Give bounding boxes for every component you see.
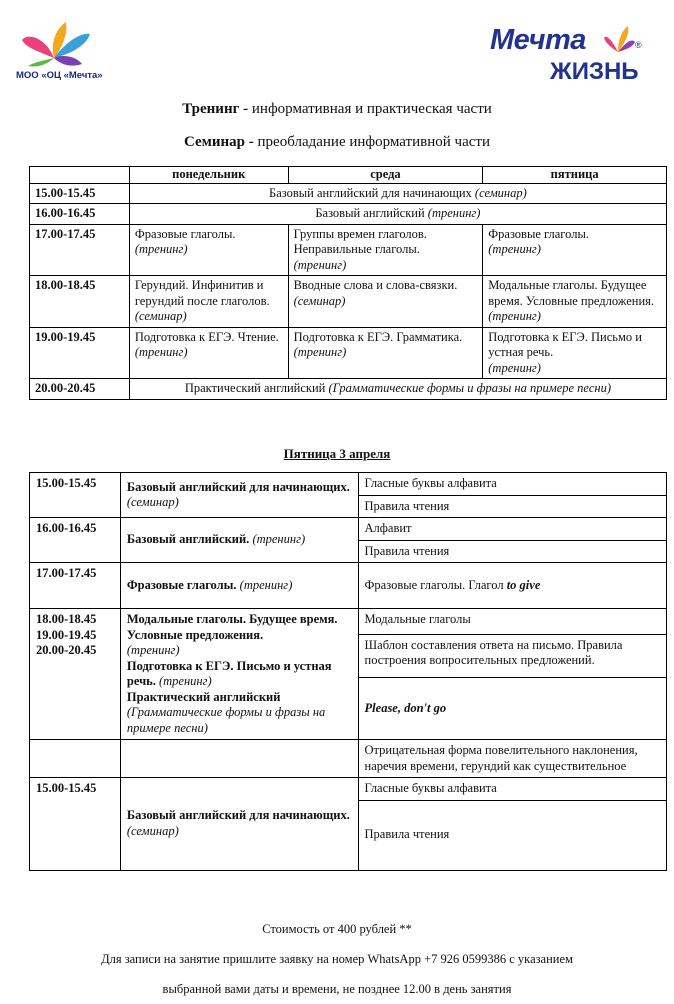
topic-verb: to give xyxy=(506,577,541,592)
right-logo xyxy=(486,22,656,92)
table-row xyxy=(30,379,667,400)
signup-instructions-line2: выбранной вами даты и времени, не позднее 12.00 в день занятия xyxy=(162,982,512,996)
class-type: (тренинг) xyxy=(488,309,541,323)
friday-schedule-table xyxy=(29,472,667,871)
table-row xyxy=(30,563,667,609)
seminar-definition xyxy=(0,134,674,151)
signup-instructions-line1: Для записи на занятие пришлите заявку на номер WhatsApp +7 926 0599386 с указанием xyxy=(101,952,573,966)
time-cell xyxy=(30,609,121,740)
table-row xyxy=(30,778,667,801)
time-cell: 18.00-18.45 xyxy=(30,276,130,328)
class-text: Подготовка к ЕГЭ. Письмо и устная речь. xyxy=(488,329,642,359)
class-cell xyxy=(120,778,358,871)
class-type: (семинар) xyxy=(293,293,346,308)
class-text: Модальные глаголы. Будущее время. Условные предложения. xyxy=(488,278,655,308)
table-row xyxy=(30,327,667,379)
class-type: (тренинг) xyxy=(134,345,188,359)
column-header-wednesday: среда xyxy=(288,167,483,184)
class-cell xyxy=(120,518,358,563)
seminar-desc: преобладание информативной части xyxy=(253,134,490,150)
class-type: (семинар) xyxy=(474,185,527,200)
class-cell xyxy=(120,473,358,518)
class-text: Вводные слова и слова-связки. xyxy=(293,278,458,292)
topic-cell xyxy=(358,563,666,609)
time-cell: 20.00-20.45 xyxy=(30,379,130,400)
butterfly-mark-icon xyxy=(602,24,636,58)
song-title: Please, don't go xyxy=(364,700,447,715)
merged-class-cell xyxy=(129,204,666,225)
class-type: (Грамматические формы и фразы на примере песни) xyxy=(328,381,611,395)
monday-cell xyxy=(129,224,288,276)
time-cell: 15.00-15.45 xyxy=(30,778,121,871)
monday-cell xyxy=(129,276,288,328)
class-type: (тренинг) xyxy=(427,206,481,220)
class-text: Практический английский xyxy=(184,381,329,395)
time-slot: 20.00-20.45 xyxy=(36,643,97,657)
logo-word-dream: Мечта xyxy=(490,24,586,56)
class-text: Базовый английский xyxy=(315,206,428,220)
topic-cell: Отрицательная форма повелительного наклонения, наречия времени, герундий как существительное xyxy=(358,740,666,778)
class-title: Фразовые глаголы. xyxy=(126,577,237,592)
topic-cell: Правила чтения xyxy=(358,540,666,563)
time-slot: 18.00-18.45 xyxy=(36,612,97,626)
time-cell: 15.00-15.45 xyxy=(30,183,130,204)
topic-cell: Правила чтения xyxy=(358,495,666,518)
table-row xyxy=(30,518,667,541)
time-slot: 19.00-19.45 xyxy=(36,627,97,642)
class-title: Подготовка к ЕГЭ. Письмо и устная речь. xyxy=(126,658,332,688)
price-note: Стоимость от 400 рублей ** xyxy=(262,922,412,936)
merged-class-cell xyxy=(129,183,666,204)
class-cell xyxy=(120,609,358,740)
monday-cell xyxy=(129,327,288,379)
class-type: (тренинг) xyxy=(134,242,188,256)
seminar-term: Семинар - xyxy=(184,134,254,150)
topic-cell: Правила чтения xyxy=(358,800,666,870)
friday-cell xyxy=(483,276,667,328)
class-type: (Грамматические формы и фразы на примере песни) xyxy=(126,705,326,735)
friday-cell xyxy=(483,327,667,379)
class-type: (тренинг) xyxy=(488,360,541,375)
topic-cell: Модальные глаголы xyxy=(358,609,666,635)
class-title: Практический английский xyxy=(126,689,281,704)
friday-section-title: Пятница 3 апреля xyxy=(283,446,391,461)
class-title: Базовый английский для начинающих. xyxy=(126,479,350,494)
class-text: Подготовка к ЕГЭ. Грамматика. xyxy=(293,329,463,344)
topic-text: Фразовые глаголы. Глагол xyxy=(364,577,507,592)
time-cell: 16.00-16.45 xyxy=(30,518,121,563)
class-cell xyxy=(120,563,358,609)
class-title: Базовый английский для начинающих. xyxy=(126,808,350,823)
wednesday-cell xyxy=(288,327,483,379)
class-type: (тренинг) xyxy=(126,643,180,657)
training-desc: информативная и практическая части xyxy=(248,101,492,117)
time-cell: 15.00-15.45 xyxy=(30,473,121,518)
table-row xyxy=(30,740,667,778)
topic-cell xyxy=(358,678,666,740)
column-header xyxy=(30,167,130,184)
class-text: Подготовка к ЕГЭ. Чтение. xyxy=(134,329,279,344)
butterfly-logo-icon xyxy=(16,18,96,70)
topic-cell: Шаблон составления ответа на письмо. Правила построения вопросительных предложений. xyxy=(358,634,666,677)
wednesday-cell xyxy=(288,276,483,328)
table-row xyxy=(30,609,667,635)
wednesday-cell xyxy=(288,224,483,276)
class-type: (тренинг) xyxy=(293,345,347,359)
time-cell: 17.00-17.45 xyxy=(30,224,130,276)
logo-word-life: ЖИЗНЬ xyxy=(550,58,639,85)
time-cell: 16.00-16.45 xyxy=(30,204,130,225)
time-cell: 19.00-19.45 xyxy=(30,327,130,379)
class-text: Группы времен глаголов. Неправильные глаголы. xyxy=(293,226,427,256)
empty-class-cell xyxy=(120,740,358,778)
class-title: Модальные глаголы. Будущее время. Условные предложения. xyxy=(126,612,338,642)
weekly-schedule-table xyxy=(29,166,667,400)
class-type: (семинар) xyxy=(126,495,179,509)
class-type: (семинар) xyxy=(134,309,187,323)
table-row xyxy=(30,224,667,276)
column-header-monday: понедельник xyxy=(129,167,288,184)
class-text: Фразовые глаголы. xyxy=(488,226,589,241)
topic-cell: Гласные буквы алфавита xyxy=(358,778,666,801)
training-definition xyxy=(0,101,674,118)
topic-cell: Гласные буквы алфавита xyxy=(358,473,666,496)
time-cell: 17.00-17.45 xyxy=(30,563,121,609)
table-row xyxy=(30,473,667,496)
registered-mark: ® xyxy=(635,40,642,50)
class-text: Герундий. Инфинитив и герундий после глаголов. xyxy=(134,278,270,308)
left-logo xyxy=(16,18,126,88)
merged-class-cell xyxy=(129,379,666,400)
class-type: (тренинг) xyxy=(236,577,293,592)
table-header-row xyxy=(30,167,667,184)
topic-cell: Алфавит xyxy=(358,518,666,541)
org-caption: МОО «ОЦ «Мечта» xyxy=(16,70,103,81)
table-row xyxy=(30,183,667,204)
class-type: (семинар) xyxy=(126,823,179,838)
class-type: (тренинг) xyxy=(249,532,306,547)
class-type: (тренинг) xyxy=(155,674,212,688)
friday-cell xyxy=(483,224,667,276)
empty-time-cell xyxy=(30,740,121,778)
class-text: Базовый английский для начинающих xyxy=(269,185,475,200)
class-text: Фразовые глаголы. xyxy=(134,226,236,241)
training-term: Тренинг - xyxy=(182,101,249,117)
column-header-friday: пятница xyxy=(483,167,667,184)
table-row xyxy=(30,276,667,328)
table-row xyxy=(30,204,667,225)
class-title: Базовый английский. xyxy=(126,532,250,547)
class-type: (тренинг) xyxy=(488,242,541,256)
class-type: (тренинг) xyxy=(293,257,347,272)
